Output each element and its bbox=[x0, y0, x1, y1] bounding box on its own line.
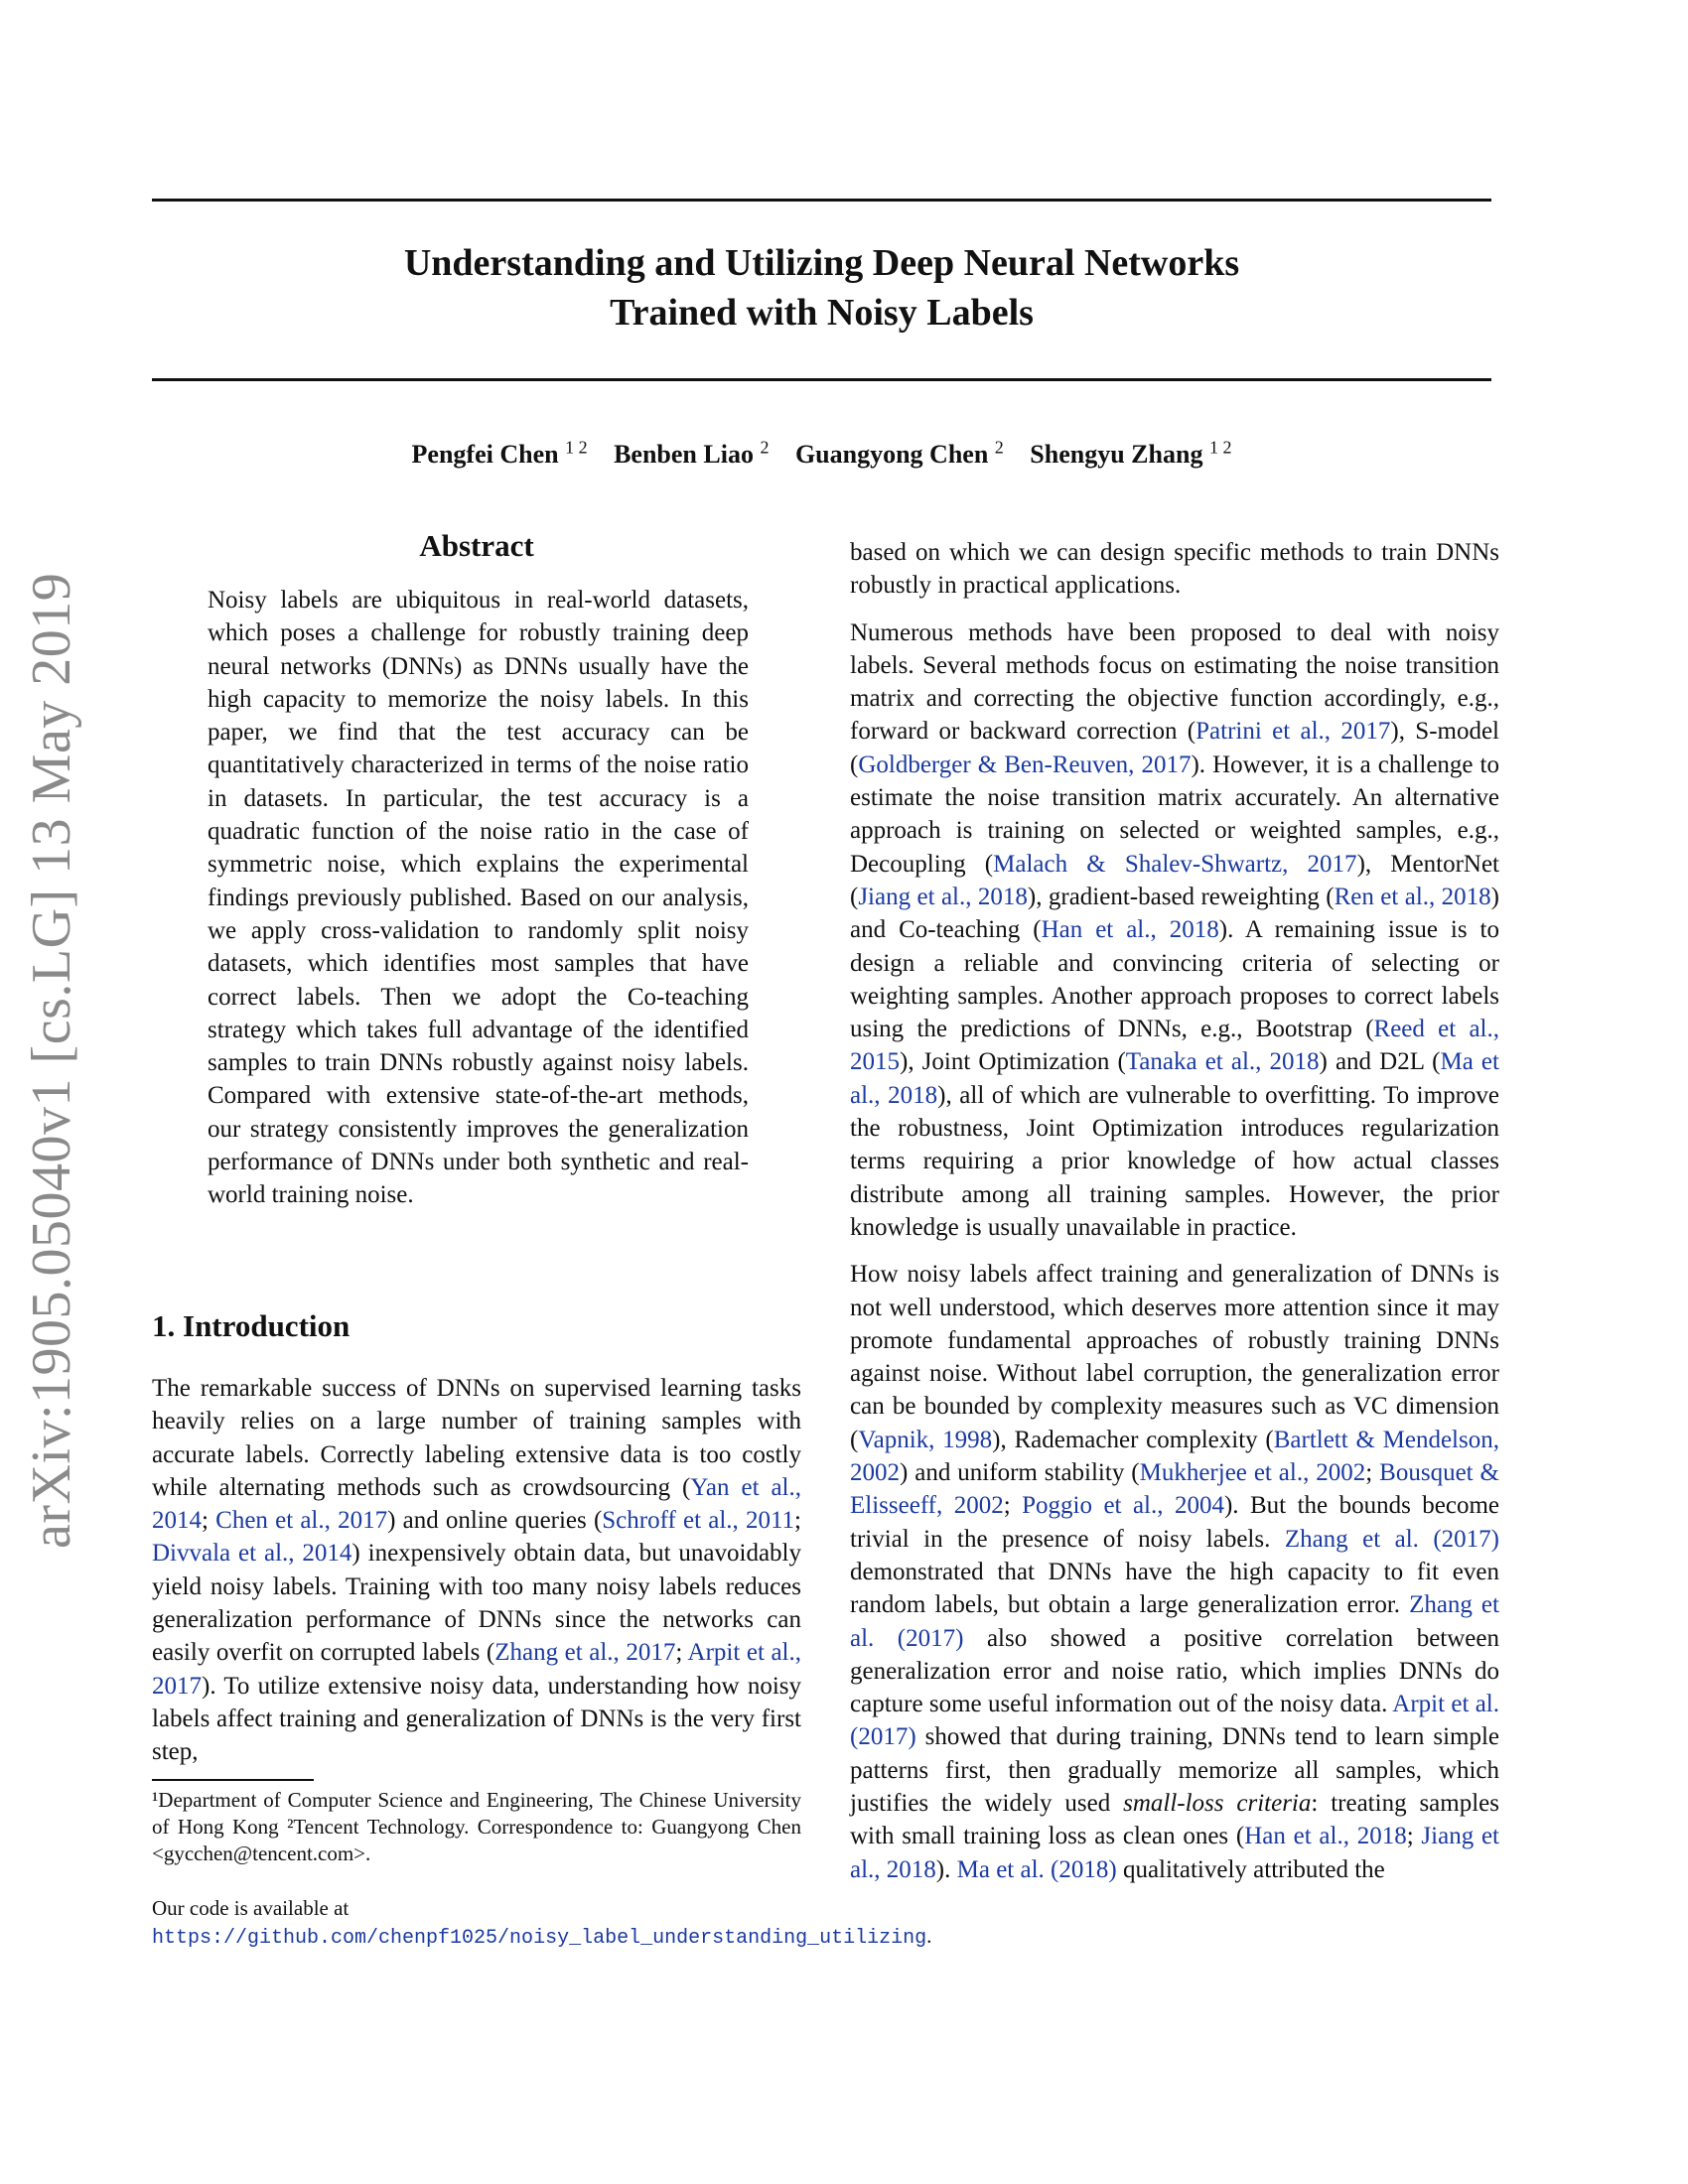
right-column bbox=[850, 536, 1499, 1900]
citation-link[interactable]: Reed et al., 2015 bbox=[850, 1016, 1499, 1076]
citation-link[interactable]: Goldberger & Ben-Reuven, 2017 bbox=[858, 751, 1192, 778]
citation-link[interactable]: Ren et al., 2018 bbox=[1334, 883, 1491, 910]
affiliation-footnote: ¹Department of Computer Science and Engineering, The Chinese University of Hong Kong ²Tencent Technology. Correspondence to: Guangyong Chen <gycchen@tencent.com>. bbox=[152, 1788, 801, 1865]
citation-link[interactable]: Malach & Shalev-Shwartz, 2017 bbox=[993, 850, 1357, 878]
citation-link[interactable]: Divvala et al., 2014 bbox=[152, 1540, 352, 1568]
citation-link[interactable]: Han et al., 2018 bbox=[1041, 916, 1219, 944]
citation-link[interactable]: Zhang et al. (2017) bbox=[850, 1591, 1499, 1652]
citation-link[interactable]: Arpit et al., 2017 bbox=[152, 1639, 802, 1700]
title-line-1: Understanding and Utilizing Deep Neural Networks bbox=[403, 242, 1240, 284]
citation-link[interactable]: Yan et al., 2014 bbox=[152, 1473, 801, 1535]
paper-title bbox=[152, 238, 1491, 338]
citation-link[interactable]: Chen et al., 2017 bbox=[215, 1507, 388, 1535]
citation-link[interactable]: Ma et al. (2018) bbox=[956, 1855, 1117, 1883]
author-1: Pengfei Chen $^{1 2}$ bbox=[411, 437, 588, 469]
author-list bbox=[152, 437, 1491, 470]
title-rule-bottom bbox=[152, 378, 1491, 381]
title-rule-top bbox=[152, 199, 1491, 202]
citation-link[interactable]: Zhang et al., 2017 bbox=[494, 1639, 676, 1667]
title-line-2: Trained with Noisy Labels bbox=[610, 292, 1034, 334]
citation-link[interactable]: Arpit et al. (2017) bbox=[850, 1691, 1499, 1751]
citation-link[interactable]: Vapnik, 1998 bbox=[858, 1426, 993, 1453]
arxiv-stamp: arXiv:1905.05040v1 [cs.LG] 13 May 2019 bbox=[21, 572, 82, 1549]
citation-link[interactable]: Schroff et al., 2011 bbox=[602, 1507, 795, 1535]
citation-link[interactable]: Han et al., 2018 bbox=[1244, 1823, 1407, 1850]
citation-link[interactable]: Jiang et al., 2018 bbox=[858, 883, 1028, 910]
intro-paragraph: The remarkable success of DNNs on supervised learning tasks heavily relies on a large number of training samples with accurate labels. Correctly labeling extensive data is too costly while alternating methods such as crowdsourcing (Yan et al., 2014; Chen et al., 2017) and online queries (Schroff et al., 2011; Divvala et al., 2014) inexpensively obtain data, but unavoidably yield noisy labels. Training with too many noisy labels reduces generalization performance of DNNs since the networks can easily overfit on corrupted labels (Zhang et al., 2017; Arpit et al., 2017). To utilize extensive noisy data, understanding how noisy labels affect training and generalization of DNNs is the very first step, bbox=[152, 1375, 802, 1766]
abstract-heading: Abstract bbox=[419, 528, 534, 563]
author-3: Guangyong Chen $^2$ bbox=[794, 437, 1004, 469]
code-url-link[interactable]: https://github.com/chenpf1025/noisy_label_understanding_utilizing bbox=[152, 1927, 927, 1950]
right-paragraph-1: Numerous methods have been proposed to deal with noisy labels. Several methods focus on estimating the noise transition matrix and correcting the objective function accordingly, e.g., forward or backward correction (Patrini et al., 2017), S-model (Goldberger & Ben-Reuven, 2017). However, it is a challenge to estimate the noise transition matrix accurately. An alternative approach is training on selected or weighted samples, e.g., Decoupling (Malach & Shalev-Shwartz, 2017), MentorNet (Jiang et al., 2018), gradient-based reweighting (Ren et al., 2018) and Co-teaching (Han et al., 2018). A remaining issue is to design a reliable and convincing criteria of selecting or weighting samples. Another approach proposes to correct labels using the predictions of DNNs, e.g., Bootstrap (Reed et al., 2015), Joint Optimization (Tanaka et al., 2018) and D2L (Ma et al., 2018), all of which are vulnerable to overfitting. To improve the robustness, Joint Optimization introduces regularization terms requiring a prior knowledge of how actual classes distribute among all training samples. However, the prior knowledge is usually unavailable in practice. bbox=[850, 618, 1500, 1241]
citation-link[interactable]: Ma et al., 2018 bbox=[850, 1048, 1499, 1109]
right-paragraph-2: How noisy labels affect training and generalization of DNNs is not well understood, which deserves more attention since it may promote fundamental approaches of robustly training DNNs against noise. Without label corruption, the generalization error can be bounded by complexity measures such as VC dimension (Vapnik, 1998), Rademacher complexity (Bartlett & Mendelson, 2002) and uniform stability (Mukherjee et al., 2002; Bousquet & Elisseeff, 2002; Poggio et al., 2004). But the bounds become trivial in the presence of noisy labels. Zhang et al. (2017) demonstrated that DNNs have the high capacity to fit even random labels, but obtain a large generalization error. Zhang et al. (2017) also showed a positive correlation between generalization error and noise ratio, which implies DNNs do capture some useful information out of the noisy data. Arpit et al. (2017) showed that during training, DNNs tend to learn simple patterns first, then gradually memorize all samples, which justifies the widely used small-loss criteria: treating samples with small training loss as clean ones (Han et al., 2018; Jiang et al., 2018). Ma et al. (2018) qualitatively attributed the bbox=[850, 1261, 1500, 1883]
code-availability-note: Our code is available at https://github.com/chenpf1025/noisy_label_understanding_utilizing. bbox=[152, 1896, 932, 1950]
footnote-rule bbox=[152, 1779, 314, 1781]
right-paragraph-0: based on which we can design specific methods to train DNNs robustly in practical applications. bbox=[850, 539, 1499, 600]
author-4: Shengyu Zhang $^{1 2}$ bbox=[1030, 437, 1232, 469]
emphasis-small-loss: small-loss criteria bbox=[1123, 1789, 1312, 1817]
abstract-body: Noisy labels are ubiquitous in real-world datasets, which poses a challenge for robustly training deep neural networks (DNNs) as DNNs usually have the high capacity to memorize the noisy labels. In this paper, we find that the test accuracy can be quantitatively characterized in terms of the noise ratio in datasets. In particular, the test accuracy is a quadratic function of the noise ratio in the case of symmetric noise, which explains the experimental findings previously published. Based on our analysis, we apply cross-validation to randomly split noisy datasets, which identifies most samples that have correct labels. Then we adopt the Co-teaching strategy which takes full advantage of the identified samples to train DNNs robustly against noisy labels. Compared with extensive state-of-the-art methods, our strategy consistently improves the generalization performance of DNNs under both synthetic and real-world training noise. bbox=[208, 587, 749, 1209]
citation-link[interactable]: Jiang et al., 2018 bbox=[850, 1823, 1499, 1883]
citation-link[interactable]: Zhang et al. (2017) bbox=[1284, 1525, 1499, 1553]
author-2: Benben Liao $^2$ bbox=[614, 437, 770, 469]
intro-heading: 1. Introduction bbox=[152, 1308, 351, 1343]
citation-link[interactable]: Patrini et al., 2017 bbox=[1196, 718, 1391, 746]
citation-link[interactable]: Bousquet & Elisseeff, 2002 bbox=[850, 1459, 1499, 1520]
citation-link[interactable]: Poggio et al., 2004 bbox=[1022, 1492, 1224, 1520]
citation-link[interactable]: Tanaka et al., 2018 bbox=[1125, 1048, 1320, 1076]
citation-link[interactable]: Bartlett & Mendelson, 2002 bbox=[850, 1426, 1499, 1487]
citation-link[interactable]: Mukherjee et al., 2002 bbox=[1139, 1459, 1366, 1487]
